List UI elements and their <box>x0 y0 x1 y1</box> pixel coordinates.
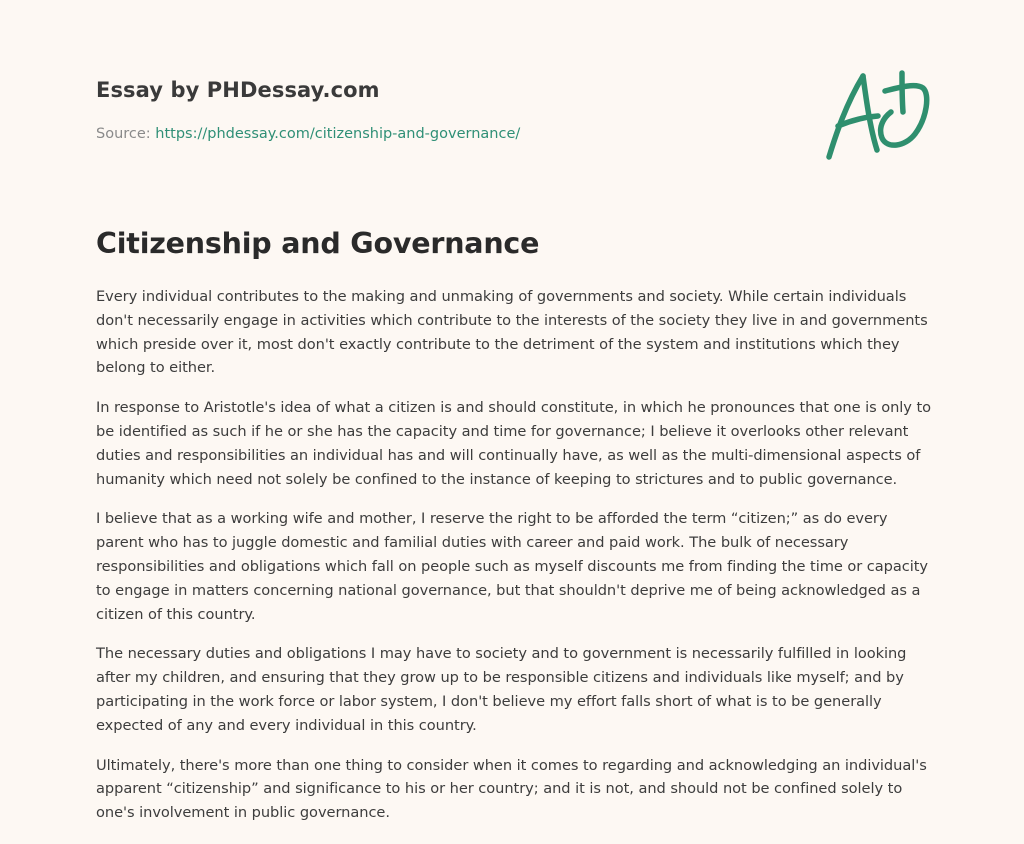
source-link[interactable]: https://phdessay.com/citizenship-and-governance/ <box>155 126 521 142</box>
essay-header <box>96 76 796 144</box>
brand-title: Essay by PHDessay.com <box>96 78 380 102</box>
a-plus-grade-logo-icon <box>820 66 930 166</box>
source-line <box>96 124 796 144</box>
source-label: Source: <box>96 126 151 142</box>
essay-body <box>96 285 936 841</box>
essay-paragraph: The necessary duties and obligations I may have to society and to government is necessarily fulfilled in looking after my children, and ensuring that they grow up to be responsible citizens and individuals like myself; and by participating in the work force or labor system, I don't believe my effort falls short of what is to be generally expected of any and every individual in this country. <box>96 645 907 734</box>
essay-paragraph: I believe that as a working wife and mother, I reserve the right to be afforded the term “citizen;” as do every parent who has to juggle domestic and familial duties with career and paid work. The bulk of necessary responsibilities and obligations which fall on people such as myself discounts me from finding the time or capacity to engage in matters concerning national governance, but that shouldn't deprive me of being acknowledged as a citizen of this country. <box>96 510 929 623</box>
essay-paragraph: In response to Aristotle's idea of what a citizen is and should constitute, in which he pronounces that one is only to be identified as such if he or she has the capacity and time for governance; I believe it overlooks other relevant duties and responsibilities an individual has and will continually have, as well as the multi-dimensional aspects of humanity which need not solely be confined to the instance of keeping to strictures and to public governance. <box>96 399 932 488</box>
essay-paragraph: Every individual contributes to the making and unmaking of governments and society. While certain individuals don't necessarily engage in activities which contribute to the interests of the society they live in and governments which preside over it, most don't exactly contribute to the detriment of the system and institutions which they belong to either. <box>96 288 928 377</box>
essay-paragraph: Ultimately, there's more than one thing to consider when it comes to regarding and acknowledging an individual's apparent “citizenship” and significance to his or her country; and it is not, and should not be confined solely to one's involvement in public governance. <box>96 756 927 822</box>
essay-title: Citizenship and Governance <box>96 227 540 260</box>
